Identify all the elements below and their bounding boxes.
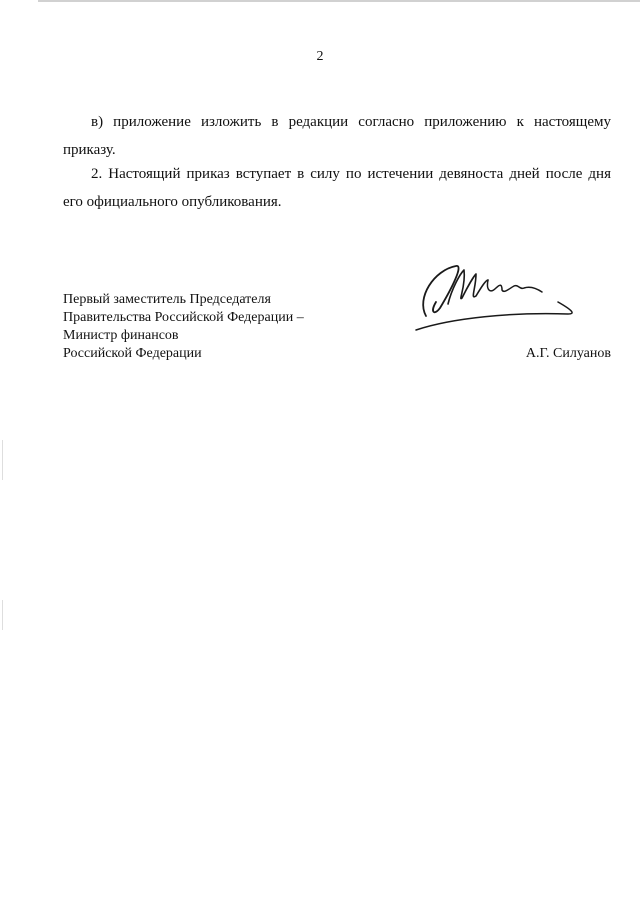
signature-stroke — [448, 270, 488, 304]
position-line: Правительства Российской Федерации – — [63, 310, 304, 325]
paragraph-appendix — [63, 108, 611, 164]
scan-edge-mark — [2, 600, 3, 630]
position-line: Первый заместитель Председателя — [63, 292, 271, 307]
page-number: 2 — [316, 49, 324, 64]
handwritten-signature — [412, 258, 582, 338]
signature-stroke — [416, 302, 572, 330]
signatory-name: А.Г. Силуанов — [525, 346, 611, 361]
scan-edge-mark — [2, 440, 3, 480]
signatory-position — [63, 291, 304, 363]
position-line: Министр финансов — [63, 328, 179, 343]
paragraph-line: 2. Настоящий приказ вступает в силу по истечении девяноста дней после дня — [91, 166, 611, 182]
paragraph-line: его официального опубликования. — [63, 194, 282, 210]
scan-edge-line — [38, 0, 640, 2]
signature-stroke — [487, 280, 542, 292]
paragraph-effective-date — [63, 160, 611, 216]
signature-stroke — [423, 266, 458, 316]
paragraph-line: приказу. — [63, 142, 116, 158]
paragraph-line: в) приложение изложить в редакции согласно приложению к настоящему — [91, 114, 611, 130]
position-line: Российской Федерации — [63, 346, 202, 361]
